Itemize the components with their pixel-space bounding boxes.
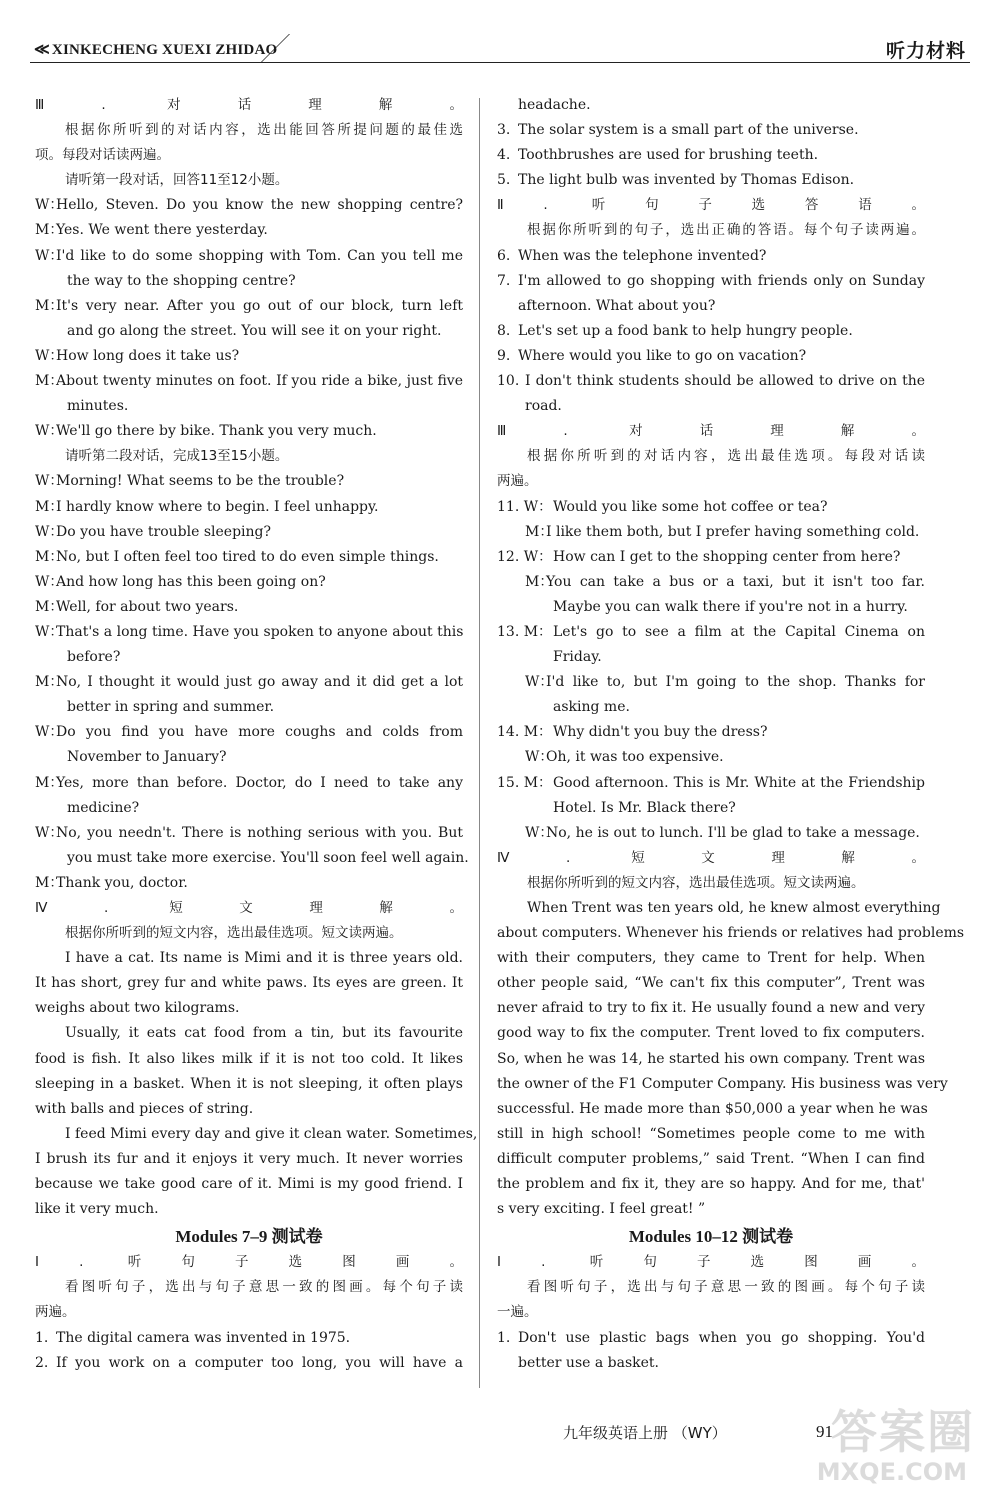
text-line [35, 1172, 463, 1197]
text-line [497, 1021, 925, 1046]
text-line [497, 520, 925, 545]
line-text: Good afternoon. This is Mr. White at the Friendship [553, 774, 925, 791]
text-line [35, 143, 463, 168]
line-text: If you work on a computer too long, you will have a [56, 1354, 463, 1371]
line-prefix: M： [35, 498, 64, 515]
text-line [35, 344, 463, 369]
line-text: The solar system is a small part of the universe. [518, 122, 859, 139]
line-prefix: M： [35, 548, 64, 565]
line-text: like it very much. [35, 1201, 159, 1218]
text-line [497, 1300, 925, 1325]
line-prefix: 5. [497, 172, 511, 189]
text-line [35, 771, 463, 796]
text-line [35, 193, 463, 218]
line-text: afternoon. What about you? [518, 297, 716, 314]
line-text: 请听第二段对话，完成13至15小题。 [65, 448, 289, 465]
text-line [35, 218, 463, 243]
line-text: Yes. We went there yesterday. [56, 222, 268, 239]
text-line [497, 394, 925, 419]
line-text: other people said, “We can't fix this computer”, Trent was [497, 975, 925, 992]
line-text: minutes. [67, 398, 129, 415]
line-text: headache. [518, 97, 591, 113]
text-line [497, 946, 925, 971]
line-text: Ⅱ. 听句子选答语。 [497, 197, 925, 214]
line-text: I'd like to, but I'm going to the shop. Thanks for [546, 674, 925, 691]
text-line [497, 1097, 928, 1122]
text-line [35, 921, 463, 946]
line-text: Maybe you can walk there if you're not in a hurry. [553, 598, 908, 615]
line-prefix: W： [35, 523, 64, 540]
line-prefix: M： [525, 523, 554, 540]
text-line [497, 595, 925, 620]
text-line [497, 218, 925, 243]
line-text: before? [67, 649, 121, 666]
line-text: 看图听句子，选出与句子意思一致的图画。每个句子读 [527, 1279, 925, 1296]
text-line [497, 1326, 925, 1351]
line-text: 根据你所听到的短文内容，选出最佳选项。短文读两遍。 [65, 925, 403, 942]
line-text: When Trent was ten years old, he knew almost everything [527, 900, 941, 916]
line-text: 项。每段对话读两遍。 [35, 147, 170, 164]
line-text: 看图听句子，选出与句子意思一致的图画。每个句子读 [65, 1279, 463, 1296]
line-text: sleeping in a basket. When it is not sleeping, it often plays [35, 1075, 463, 1092]
text-line [35, 495, 463, 520]
text-line [497, 996, 925, 1021]
line-text: weighs about two kilograms. [35, 1000, 240, 1017]
line-prefix: 13. M： [497, 623, 553, 640]
text-line [35, 1072, 463, 1097]
page-footer [563, 1422, 833, 1443]
line-text: medicine? [67, 799, 140, 816]
text-line [497, 821, 925, 846]
line-text: you must take more exercise. You'll soon feel well again. [67, 849, 469, 866]
line-text: the problem and fix it, they are so happy. And for me, that' [497, 1176, 925, 1193]
text-line [35, 520, 463, 545]
line-text: the owner of the F1 Computer Company. His business was very [497, 1075, 948, 1092]
line-prefix: W： [35, 623, 64, 640]
part-heading [35, 896, 463, 921]
left-column [35, 93, 478, 1376]
line-text: That's a long time. Have you spoken to anyone about this [56, 623, 464, 640]
text-line [35, 1326, 463, 1351]
line-text: s very exciting. I feel great! ” [497, 1201, 706, 1218]
header-rule [30, 62, 970, 63]
text-line [497, 971, 925, 996]
line-prefix: 3. [497, 122, 511, 139]
line-text: Let's set up a food bank to help hungry people. [518, 322, 853, 339]
line-text: I don't think students should be allowed to drive on the [525, 373, 925, 390]
line-text: Thank you, doctor. [56, 874, 188, 891]
line-text: because we take good care of it. Mimi is my good friend. I [35, 1176, 463, 1193]
line-text: And how long has this been going on? [56, 573, 326, 590]
line-text: Why didn't you buy the dress? [553, 724, 768, 741]
text-line [497, 1351, 925, 1376]
line-prefix: M： [35, 774, 64, 791]
line-prefix: M： [35, 598, 64, 615]
text-line [35, 1351, 463, 1376]
text-line [35, 1275, 463, 1300]
line-text: I hardly know where to begin. I feel unhappy. [56, 498, 379, 515]
double-chevron-icon: ≪ [34, 42, 50, 58]
line-text: food is fish. It also likes milk if it is not too cold. It likes [35, 1050, 463, 1067]
watermark-url: MXQE.COM [816, 1458, 967, 1486]
text-line [497, 620, 925, 645]
text-line [35, 871, 463, 896]
line-text: I'm allowed to go shopping with friends only on Sunday [518, 272, 925, 289]
line-text: Yes, more than before. Doctor, do I need to take any [56, 774, 463, 791]
line-text: 请听第一段对话，回答11至12小题。 [65, 172, 289, 189]
line-text: better use a basket. [518, 1354, 659, 1371]
line-text: Would you like some hot coffee or tea? [553, 498, 828, 515]
line-text: 根据你所听到的句子，选出正确的答语。每个句子读两遍。 [527, 222, 925, 239]
section-heading: Modules 10–12 测试卷 [628, 1227, 794, 1247]
line-text: How can I get to the shopping center from here? [553, 548, 901, 565]
line-prefix: M： [35, 373, 64, 390]
line-prefix: 7. [497, 272, 511, 289]
text-line [497, 1122, 925, 1147]
line-prefix: M： [35, 874, 64, 891]
line-text: Toothbrushes are used for brushing teeth. [518, 147, 819, 164]
line-text: about computers. Whenever his friends or relatives had problems [497, 925, 965, 942]
line-text: 两遍。 [497, 473, 538, 490]
text-line [497, 168, 925, 193]
part-heading [35, 1250, 463, 1275]
line-text: Ⅳ. 短文理解。 [35, 900, 463, 916]
text-line [497, 93, 925, 118]
line-text: I feed Mimi every day and give it clean water. Sometimes, [65, 1125, 478, 1142]
text-line [497, 1172, 925, 1197]
line-text: Let's go to see a film at the Capital Cinema on [553, 623, 925, 640]
text-line [35, 394, 463, 419]
text-line [497, 143, 925, 168]
text-line [497, 745, 925, 770]
line-prefix: 4. [497, 147, 511, 164]
line-prefix: 11. W： [497, 498, 553, 515]
line-text: Do you find you have more coughs and colds from [56, 724, 463, 741]
text-line [497, 495, 925, 520]
text-line [35, 996, 463, 1021]
line-text: better in spring and summer. [67, 699, 275, 716]
text-line [35, 319, 463, 344]
line-text: When was the telephone invented? [518, 247, 767, 264]
line-prefix: 1. [497, 1329, 511, 1346]
text-line [35, 444, 463, 469]
text-line [497, 921, 965, 946]
text-line [497, 695, 925, 720]
line-prefix: 15. M： [497, 774, 553, 791]
line-prefix: 2. [35, 1354, 49, 1371]
text-line [35, 294, 463, 319]
line-text: Do you have trouble sleeping? [56, 523, 272, 540]
line-prefix: W： [525, 749, 554, 766]
line-text: How long does it take us? [56, 347, 240, 364]
line-text: We'll go there by bike. Thank you very much. [56, 423, 377, 440]
line-prefix: 10. [497, 373, 520, 390]
line-text: So, when he was 14, he started his own company. Trent was [497, 1050, 925, 1067]
text-line [35, 670, 463, 695]
line-text: 根据你所听到的对话内容，选出能回答所提问题的最佳选 [65, 122, 463, 139]
text-line [497, 319, 925, 344]
line-prefix: W： [35, 724, 64, 741]
text-line [35, 1021, 463, 1046]
line-text: Ⅲ. 对话理解。 [497, 423, 925, 440]
text-line [497, 570, 925, 595]
line-text: Ⅰ. 听句子选图画。 [497, 1254, 925, 1271]
text-line [35, 1300, 463, 1325]
line-text: No, but I often feel too tired to do even simple things. [56, 548, 439, 565]
line-prefix: W： [35, 824, 64, 841]
watermark-text: 答案圈 [831, 1405, 975, 1459]
line-text: Ⅲ. 对话理解。 [35, 97, 463, 113]
text-line [35, 570, 463, 595]
line-text: Where would you like to go on vacation? [518, 347, 807, 364]
part-heading [35, 93, 463, 118]
text-line [497, 1275, 925, 1300]
text-line [497, 796, 925, 821]
text-line [497, 871, 925, 896]
text-line [35, 595, 463, 620]
line-prefix: W： [525, 674, 554, 691]
line-prefix: 9. [497, 347, 511, 364]
text-line [497, 118, 925, 143]
text-line [497, 469, 925, 494]
text-line [35, 168, 463, 193]
right-column [497, 93, 965, 1376]
line-text: never afraid to try to fix it. He usually found a new and very [497, 1000, 925, 1017]
text-line [35, 720, 463, 745]
line-prefix: 6. [497, 247, 511, 264]
text-line [35, 745, 463, 770]
text-line [35, 821, 463, 846]
text-line [497, 670, 925, 695]
watermark-logo [805, 1396, 975, 1486]
text-line [497, 896, 941, 921]
text-line [35, 1197, 463, 1222]
text-line [35, 1047, 463, 1072]
line-text: with their computers, they came to Trent for help. When [497, 950, 925, 967]
text-line [35, 645, 463, 670]
part-heading [497, 193, 925, 218]
text-line [497, 344, 925, 369]
text-line [35, 1147, 463, 1172]
text-line [35, 118, 463, 143]
text-line [35, 545, 463, 570]
line-text: 根据你所听到的对话内容，选出最佳选项。每段对话读 [527, 448, 925, 465]
running-head-brand [34, 40, 277, 59]
column-divider [479, 98, 480, 1388]
line-text: with balls and pieces of string. [35, 1100, 254, 1117]
line-text: November to January? [67, 749, 227, 766]
line-text: the way to the shopping centre? [67, 272, 296, 289]
line-text: About twenty minutes on foot. If you ride a bike, just five [56, 373, 463, 390]
line-text: and go along the street. You will see it on your right. [67, 322, 442, 339]
text-line [35, 695, 463, 720]
text-line [35, 796, 463, 821]
text-line [497, 645, 925, 670]
line-text: Ⅰ. 听句子选图画。 [35, 1254, 463, 1271]
text-line [497, 1072, 948, 1097]
line-text: difficult computer problems,” said Trent. “When I can find [497, 1150, 925, 1167]
line-text: I brush its fur and it enjoys it very much. It never worries [35, 1150, 463, 1167]
line-prefix: 8. [497, 322, 511, 339]
text-line [35, 419, 463, 444]
line-text: Morning! What seems to be the trouble? [56, 473, 345, 490]
text-line [35, 369, 463, 394]
line-prefix: W： [35, 247, 64, 264]
text-line [35, 1122, 478, 1147]
part-heading [497, 846, 925, 871]
text-line [497, 1047, 925, 1072]
line-prefix: W： [35, 347, 64, 364]
text-line [497, 771, 925, 796]
text-line [35, 620, 463, 645]
line-text: No, I thought it would just go away and it did get a lot [56, 674, 463, 691]
line-text: 一遍。 [497, 1304, 538, 1321]
line-text: It has short, grey fur and white paws. Its eyes are green. It [35, 975, 463, 992]
text-line [497, 720, 925, 745]
text-line [497, 1147, 925, 1172]
line-text: Usually, it eats cat food from a tin, but its favourite [65, 1025, 463, 1042]
line-prefix: M： [35, 222, 64, 239]
text-line [497, 1197, 925, 1222]
line-text: Oh, it was too expensive. [546, 749, 724, 766]
line-text: road. [525, 398, 562, 415]
line-text: You can take a bus or a taxi, but it isn't too far. [546, 573, 925, 590]
page-number: 91 [816, 1422, 833, 1441]
line-prefix: M： [525, 573, 554, 590]
text-line [35, 1097, 463, 1122]
line-prefix: W： [35, 573, 64, 590]
line-text: successful. He made more than $50,000 a year when he was [497, 1100, 928, 1117]
section-heading: Modules 7–9 测试卷 [175, 1227, 323, 1247]
text-line [497, 294, 925, 319]
part-heading [497, 1250, 925, 1275]
line-text: I have a cat. Its name is Mimi and it is three years old. [65, 950, 463, 967]
line-text: still in high school! “Sometimes people come to me with [497, 1125, 925, 1142]
text-line [497, 369, 925, 394]
line-text: I'd like to do some shopping with Tom. Can you tell me [56, 247, 463, 264]
line-text: asking me. [553, 699, 630, 716]
brand-text: XINKECHENG XUEXI ZHIDAO [51, 42, 278, 58]
line-text: The digital camera was invented in 1975. [56, 1329, 351, 1346]
line-text: Don't use plastic bags when you go shopping. You'd [518, 1329, 925, 1346]
line-prefix: W： [35, 423, 64, 440]
book-title: 九年级英语上册 （WY） [563, 1424, 727, 1442]
text-line [35, 244, 463, 269]
text-line [497, 269, 925, 294]
line-text: I like them both, but I prefer having something cold. [546, 523, 920, 540]
line-text: No, you needn't. There is nothing serious with you. But [56, 824, 463, 841]
line-text: 两遍。 [35, 1304, 76, 1321]
line-prefix: 14. M： [497, 724, 553, 741]
line-text: The light bulb was invented by Thomas Edison. [518, 172, 855, 189]
text-line [497, 545, 925, 570]
text-line [35, 971, 463, 996]
line-prefix: W： [525, 824, 554, 841]
line-text: Ⅳ. 短文理解。 [497, 849, 925, 866]
line-prefix: M： [35, 297, 64, 314]
line-text: Hello, Steven. Do you know the new shopping centre? [56, 197, 463, 214]
text-line [497, 444, 925, 469]
line-text: 根据你所听到的短文内容，选出最佳选项。短文读两遍。 [527, 874, 865, 891]
page-header [30, 28, 970, 68]
part-heading [497, 419, 925, 444]
line-prefix: M： [35, 674, 64, 691]
section-title: 听力材料 [885, 40, 966, 62]
text-line [35, 269, 463, 294]
text-line [35, 846, 469, 871]
line-prefix: W： [35, 473, 64, 490]
line-prefix: 1. [35, 1329, 49, 1346]
line-text: Well, for about two years. [56, 598, 239, 615]
line-prefix: W： [35, 197, 64, 214]
line-text: No, he is out to lunch. I'll be glad to take a message. [546, 824, 920, 841]
text-line [497, 244, 925, 269]
line-text: good way to fix the computer. Trent loved to fix computers. [497, 1025, 925, 1042]
line-text: Hotel. Is Mr. Black there? [553, 799, 736, 816]
line-text: Friday. [553, 649, 602, 666]
text-line [35, 469, 463, 494]
line-prefix: 12. W： [497, 548, 553, 565]
text-line [35, 946, 463, 971]
line-text: It's very near. After you go out of our block, turn left [56, 297, 463, 314]
